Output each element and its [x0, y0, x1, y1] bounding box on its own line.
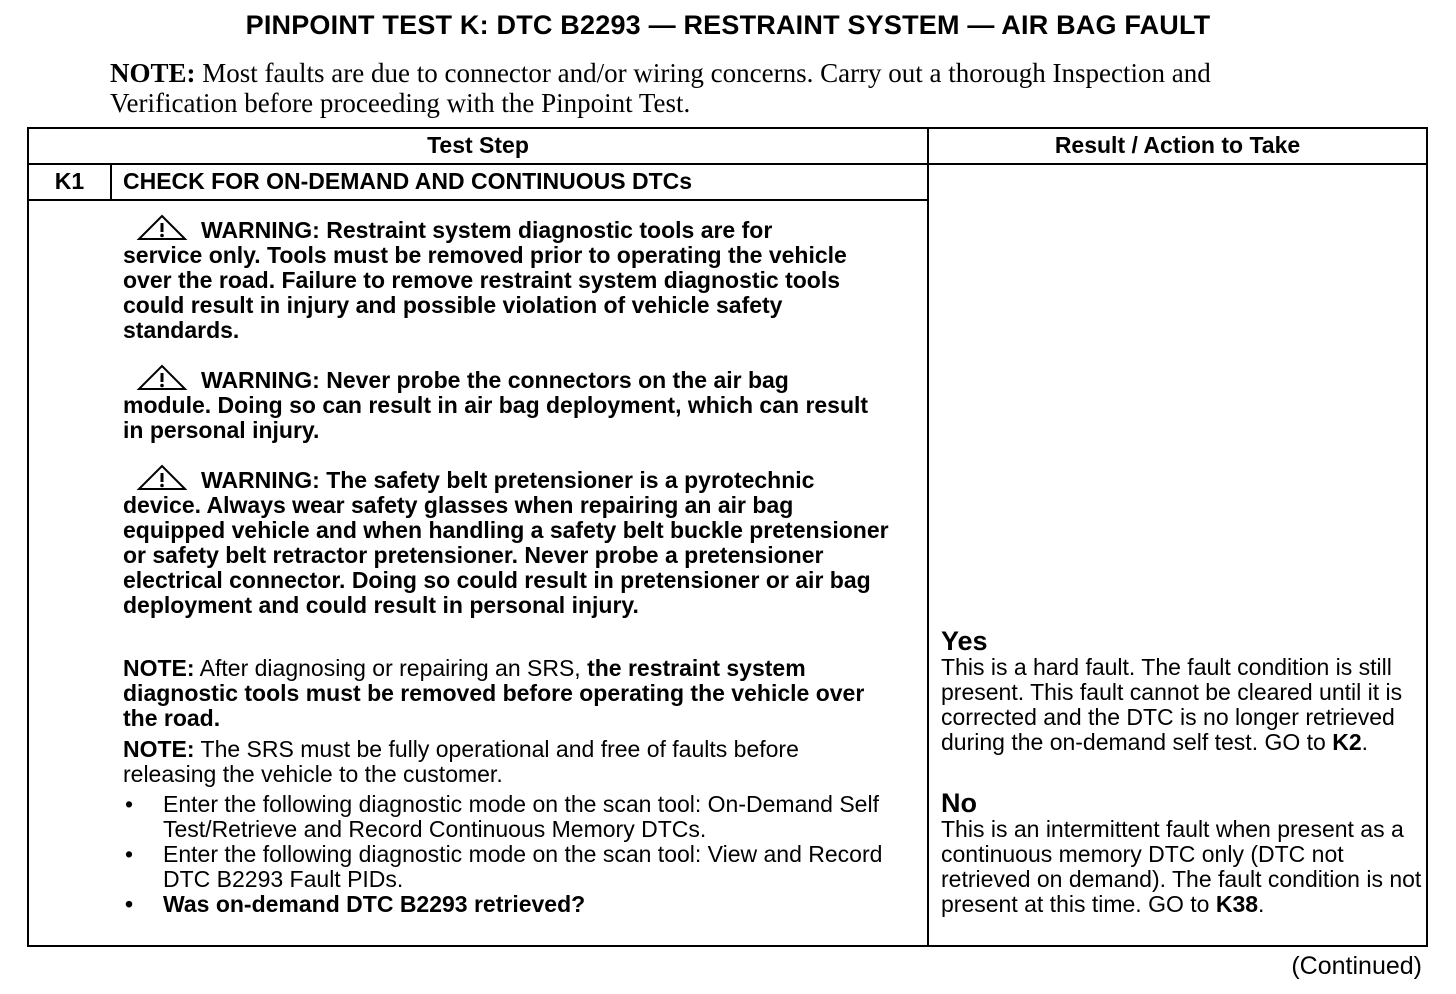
warning-connectors-first-line: WARNING: Never probe the connectors on the air bag — [201, 367, 789, 393]
result-no-label: No — [941, 788, 977, 818]
result-no — [941, 789, 1426, 917]
header-result-action: Result / Action to Take — [1054, 132, 1301, 158]
note-text: The SRS must be fully operational and free of faults before releasing the vehicle to the customer. — [123, 736, 799, 787]
warning-triangle-icon — [135, 463, 189, 493]
note-srs-operational — [123, 737, 893, 787]
warning-pretensioner-text: device. Always wear safety glasses when repairing an air bag equipped vehicle and when handling a safety belt buckle pretensioner or safety belt retractor pretensioner. Never probe a pretensioner electrical connector. Doing so could result in pretensioner or air bag deployment and could result in personal injury. — [123, 492, 889, 618]
bullet-icon: • — [125, 891, 134, 917]
result-yes — [941, 627, 1426, 755]
procedure-list — [123, 792, 893, 917]
note-bold-text: the restraint system diagnostic tools must be removed before operating the vehicle over the road. — [123, 655, 865, 731]
list-item — [123, 842, 893, 892]
list-item-text: Enter the following diagnostic mode on the scan tool: View and Record DTC B2293 Fault PIDs. — [163, 841, 883, 892]
warning-connectors — [123, 363, 893, 443]
warning-tools-first-line: WARNING: Restraint system diagnostic tools are for — [201, 217, 773, 243]
intro-note — [110, 58, 1240, 118]
bullet-icon: • — [125, 841, 134, 867]
note-label: NOTE: — [123, 736, 195, 762]
bullet-icon: • — [125, 791, 134, 817]
warning-connectors-text: module. Doing so can result in air bag deployment, which can result in personal injury. — [123, 392, 869, 443]
step-id: K1 — [54, 168, 85, 194]
intro-note-label: NOTE: — [110, 58, 196, 88]
note-label: NOTE: — [123, 655, 195, 681]
warning-pretensioner — [123, 463, 893, 618]
warning-triangle-icon — [135, 363, 189, 393]
header-test-step: Test Step — [427, 132, 529, 158]
result-no-text: This is an intermittent fault when present as a continuous memory DTC only (DTC not retrieved on demand). The fault condition is not present at this time. GO to K38. — [941, 816, 1422, 917]
step-title: CHECK FOR ON-DEMAND AND CONTINUOUS DTCs — [123, 168, 693, 194]
header-divider — [29, 163, 1426, 165]
result-yes-text: This is a hard fault. The fault condition is still present. This fault cannot be cleared until it is corrected and the DTC is no longer retrieved during the on-demand self test. GO to K2. — [941, 654, 1403, 755]
warning-triangle-icon — [135, 213, 189, 243]
note-remove-tools — [123, 656, 893, 731]
note-text: After diagnosing or repairing an SRS, — [194, 655, 588, 681]
result-yes-label: Yes — [941, 626, 988, 656]
intro-note-text: Most faults are due to connector and/or wiring concerns. Carry out a thorough Inspection and Verification before proceeding with the Pinpoint Test. — [110, 58, 1211, 118]
page-title: PINPOINT TEST K: DTC B2293 — RESTRAINT SYSTEM — AIR BAG FAULT — [245, 10, 1211, 40]
goto-step-k2: K2 — [1332, 729, 1362, 755]
step-title-divider — [29, 199, 927, 201]
warning-pretensioner-first-line: WARNING: The safety belt pretensioner is a pyrotechnic — [201, 467, 815, 493]
continued-label: (Continued) — [1291, 952, 1422, 980]
warning-tools-text: service only. Tools must be removed prior to operating the vehicle over the road. Failure to remove restraint system diagnostic tools could result in injury and possible violation of vehicle safety standards. — [123, 242, 847, 343]
list-item-text: Enter the following diagnostic mode on the scan tool: On-Demand Self Test/Retrieve and Record Continuous Memory DTCs. — [163, 791, 879, 842]
step-id-divider — [110, 163, 112, 200]
list-item — [123, 892, 893, 917]
warning-tools — [123, 213, 893, 343]
column-divider — [927, 129, 929, 945]
list-item — [123, 792, 893, 842]
list-item-text: Was on-demand DTC B2293 retrieved? — [163, 891, 586, 917]
pinpoint-test-table — [27, 127, 1428, 947]
goto-step-k38: K38 — [1215, 891, 1259, 917]
